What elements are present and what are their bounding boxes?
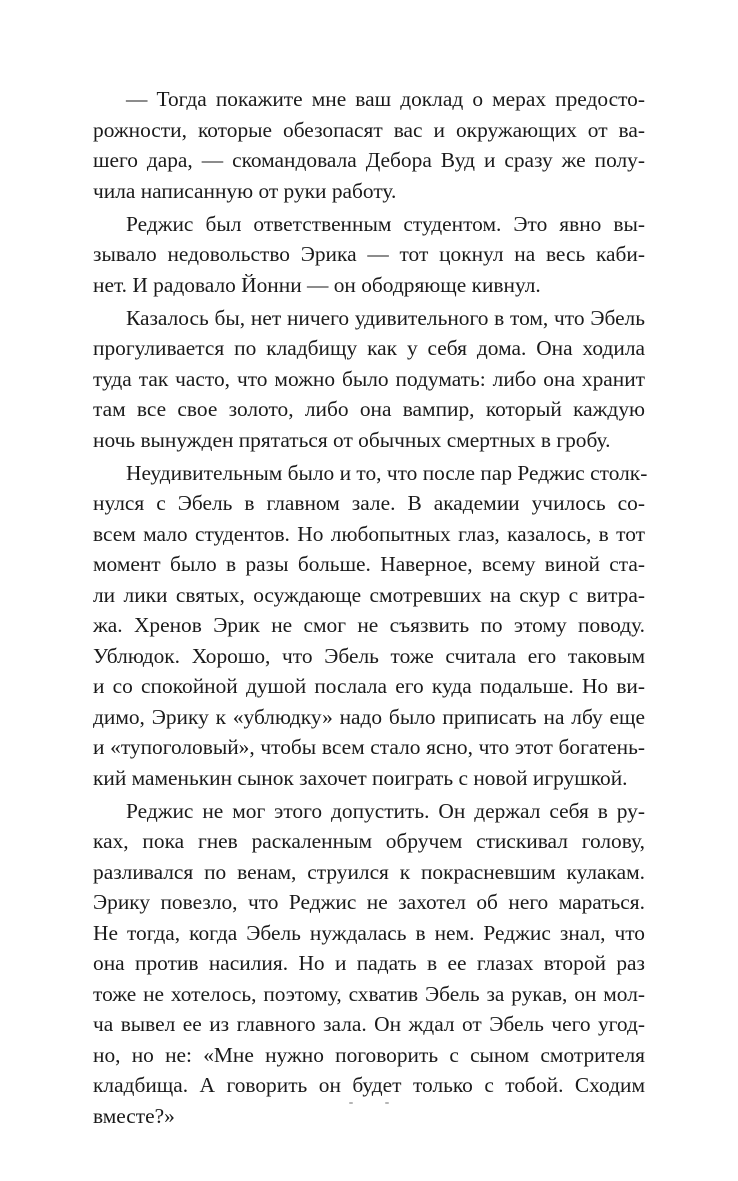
text-line: туда так часто, что можно было подумать: либо она хранит	[93, 366, 645, 391]
text-line: ках, пока гнев раскаленным обручем стискивал голову,	[93, 829, 645, 854]
paragraph-2	[93, 209, 645, 301]
paragraph-5	[93, 796, 645, 1132]
text-line: она против насилия. Но и падать в ее глазах второй раз	[93, 951, 645, 976]
text-line: но, но не: «Мне нужно поговорить с сыном смотрителя	[93, 1042, 645, 1067]
ornament-dot	[385, 1102, 389, 1104]
text-line: чила написанную от руки работу.	[93, 178, 397, 203]
text-line: разливался по венам, струился к покрасневшим кулакам.	[93, 859, 645, 884]
text-line: момент было в разы больше. Наверное, всему виной ста-	[93, 552, 645, 577]
book-page-text	[93, 84, 648, 1131]
text-line: и «тупоголовый», чтобы всем стало ясно, что этот богатень-	[93, 735, 645, 760]
text-line: ли лики святых, осуждающе смотревших на скур с витра-	[93, 582, 645, 607]
text-line: и со спокойной душой послала его куда подальше. Но ви-	[93, 674, 645, 699]
text-line: — Тогда покажите мне ваш доклад о мерах предосто-	[126, 87, 645, 111]
ornament-dot	[349, 1102, 353, 1104]
text-line: Эрику повезло, что Реджис не захотел об него мараться.	[93, 890, 645, 915]
text-line: рожности, которые обезопасят вас и окружающих от ва-	[93, 117, 645, 142]
text-line: Ублюдок. Хорошо, что Эбель тоже считала его таковым	[93, 643, 645, 668]
text-line: Казалось бы, нет ничего удивительного в том, что Эбель	[126, 305, 645, 330]
paragraph-3	[93, 303, 645, 456]
text-line: димо, Эрику к «ублюдку» надо было приписать на лбу еще	[93, 704, 645, 729]
text-line: Неудивительным было и то, что после пар Реджис столк-	[126, 460, 648, 485]
text-line: кладбища. А говорить он будет только с тобой. Сходим	[93, 1073, 645, 1098]
text-line: шего дара, — скомандовала Дебора Вуд и сразу же полу-	[93, 148, 645, 172]
text-line: зывало недовольство Эрика — тот цокнул на весь каби-	[93, 242, 645, 267]
paragraph-4	[93, 458, 648, 794]
text-line: всем мало студентов. Но любопытных глаз, казалось, в тот	[93, 521, 645, 546]
text-line: ночь вынужден прятаться от обычных смертных в гробу.	[93, 427, 611, 452]
text-line: ча вывел ее из главного зала. Он ждал от Эбель чего угод-	[93, 1012, 645, 1037]
text-line: Реджис не мог этого допустить. Он держал себя в ру-	[126, 798, 645, 823]
text-line: там все свое золото, либо она вампир, который каждую	[93, 397, 645, 422]
section-ornament-icon	[343, 1100, 393, 1108]
paragraph-1	[93, 84, 645, 206]
text-line: прогуливается по кладбищу как у себя дома. Она ходила	[93, 336, 645, 361]
text-line: тоже не хотелось, поэтому, схватив Эбель за рукав, он мол-	[93, 981, 645, 1006]
text-line: вместе?»	[93, 1103, 175, 1128]
text-line: Не тогда, когда Эбель нуждалась в нем. Реджис знал, что	[93, 920, 645, 945]
text-line: Реджис был ответственным студентом. Это явно вы-	[126, 211, 645, 236]
text-line: нет. И радовало Йонни — он ободряюще кивнул.	[93, 272, 541, 297]
text-line: нулся с Эбель в главном зале. В академии училось со-	[93, 491, 645, 516]
text-line: жа. Хренов Эрик не смог не съязвить по этому поводу.	[93, 613, 645, 638]
text-line: кий маменькин сынок захочет поиграть с новой игрушкой.	[93, 765, 628, 790]
